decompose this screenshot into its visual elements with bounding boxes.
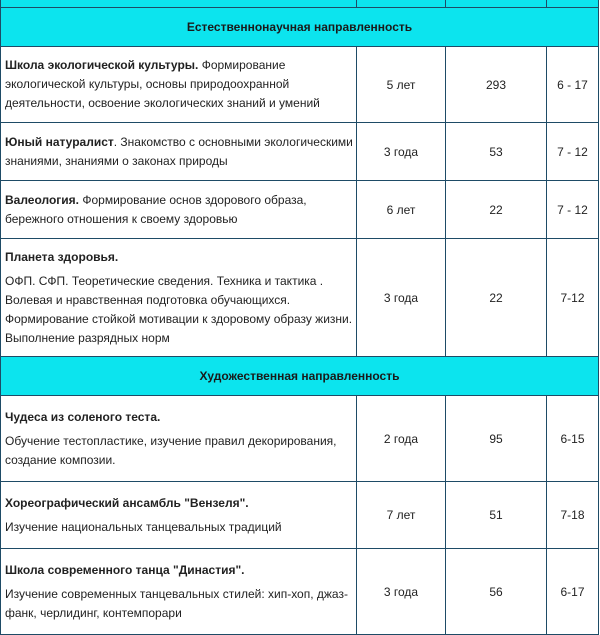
program-text: Формирование основ здорового образа, бережного отношения к своему здоровью [5,192,307,226]
program-title: Чудеса из соленого теста. [5,409,161,424]
program-description [1,482,357,549]
table-row [1,482,599,549]
table-row [1,47,599,123]
program-ages: 7 - 12 [547,181,599,239]
table-cell [446,0,547,8]
program-duration: 2 года [357,396,446,482]
table-row [1,396,599,482]
program-duration: 3 года [357,549,446,635]
program-count: 22 [446,181,547,239]
program-text: ОФП. СФП. Теоретические сведения. Техника и тактика . Волевая и нравственная подготовка обучающихся. Формирование стойкой мотивации к здоровому образу жизни. Выполнение разрядных норм [5,273,353,345]
program-count: 53 [446,123,547,181]
program-duration: 6 лет [357,181,446,239]
program-text: . Знакомство с основными экологическими знаниями, знаниями о законах природы [5,134,353,168]
program-count: 22 [446,239,547,357]
program-ages: 6-17 [547,549,599,635]
program-ages: 7-18 [547,482,599,549]
program-count: 56 [446,549,547,635]
program-ages: 7 - 12 [547,123,599,181]
program-description [1,396,357,482]
program-count: 293 [446,47,547,123]
program-title: Юный натуралист [5,134,114,149]
program-count: 95 [446,396,547,482]
program-count: 51 [446,482,547,549]
table-top-row [1,0,599,8]
program-title: Планета здоровья. [5,249,119,264]
table-cell [1,0,357,8]
program-duration: 3 года [357,123,446,181]
section-title: Естественнонаучная направленность [1,8,599,47]
program-ages: 6-15 [547,396,599,482]
table-row [1,181,599,239]
section-header-row [1,8,599,47]
program-duration: 3 года [357,239,446,357]
program-title: Хореографический ансамбль "Вензеля". [5,495,249,510]
table-row [1,123,599,181]
program-description [1,239,357,357]
program-text: Обучение тестопластике, изучение правил декорирования, создание композии. [5,433,337,467]
program-title: Школа экологической культуры. [5,58,199,72]
program-ages: 6 - 17 [547,47,599,123]
table-cell [357,0,446,8]
table-row [1,549,599,635]
program-text: Изучение национальных танцевальных традиций [5,519,282,534]
program-description [1,47,357,123]
program-ages: 7-12 [547,239,599,357]
section-title: Художественная направленность [1,357,599,396]
program-text: Изучение современных танцевальных стилей: хип-хоп, джаз-фанк, черлидинг, контемпорари [5,586,348,620]
program-description [1,549,357,635]
program-title: Школа современного танца "Династия". [5,562,245,577]
program-duration: 7 лет [357,482,446,549]
table-row [1,239,599,357]
program-title: Валеология. [5,192,80,207]
program-duration: 5 лет [357,47,446,123]
program-text: Формирование экологической культуры, основы природоохранной деятельности, освоение экологических знаний и умений [5,58,320,110]
section-header-row [1,357,599,396]
program-description [1,181,357,239]
program-description [1,123,357,181]
table-cell [547,0,599,8]
